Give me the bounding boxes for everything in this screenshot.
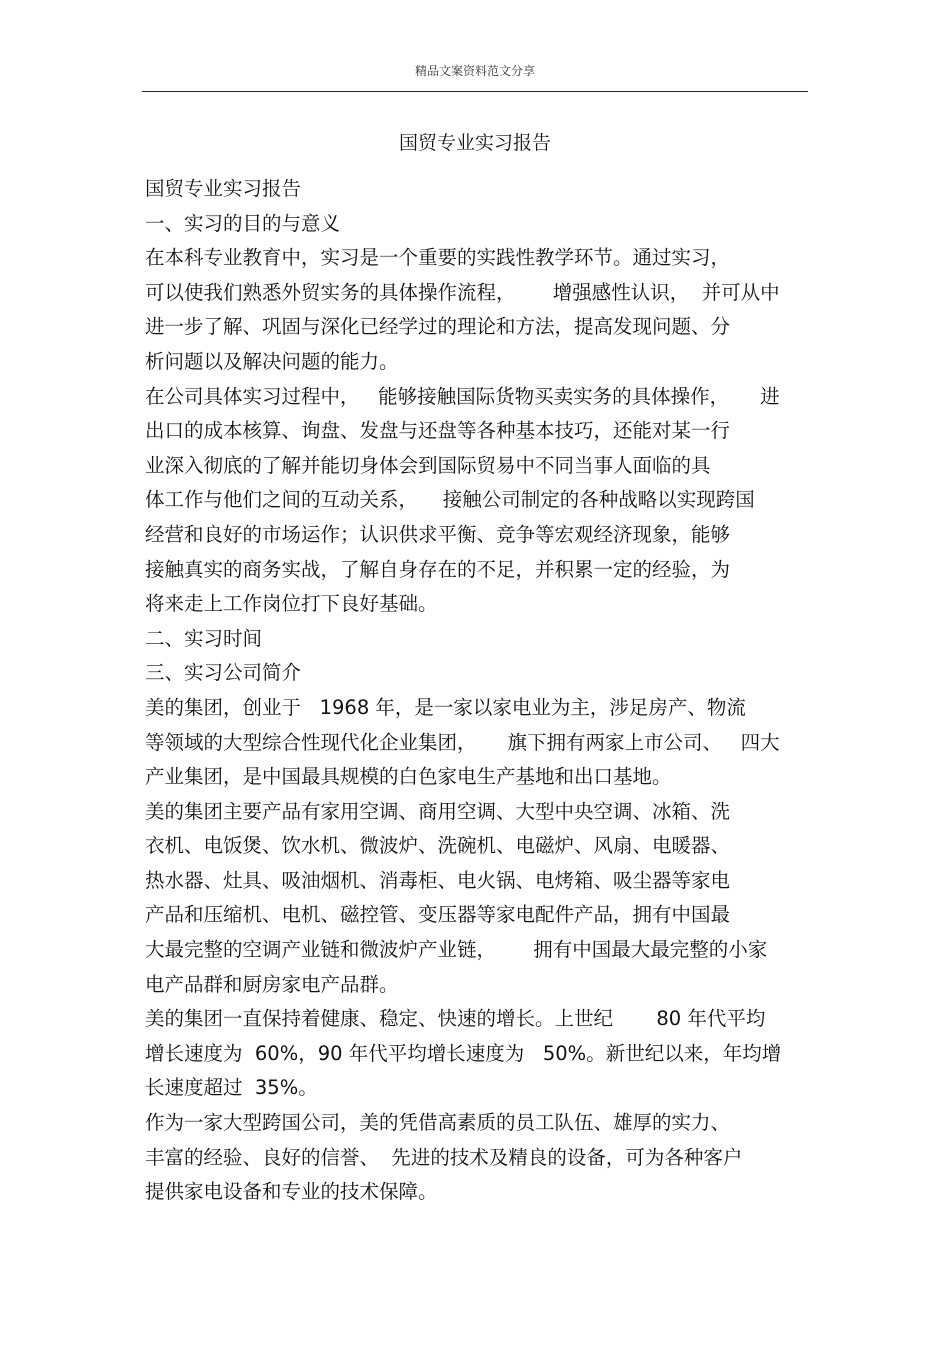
text-line: 经营和良好的市场运作；认识供求平衡、竞争等宏观经济现象，能够 xyxy=(145,522,731,546)
text-line: 业深入彻底的了解并能切身体会到国际贸易中不同当事人面临的具 xyxy=(145,453,711,477)
text-line: 丰富的经验、良好的信誉、 先进的技术及精良的设备，可为各种客户 xyxy=(145,1145,743,1169)
section-heading: 一、实习的目的与意义 xyxy=(145,211,341,235)
text-line: 体工作与他们之间的互动关系， 接触公司制定的各种战略以实现跨国 xyxy=(145,488,755,512)
text-line: 提供家电设备和专业的技术保障。 xyxy=(145,1180,438,1204)
text-line: 衣机、电饭煲、饮水机、微波炉、洗碗机、电磁炉、风扇、电暖器、 xyxy=(145,834,731,858)
page-header: 精品文案资料范文分享 xyxy=(414,64,535,78)
text-line: 大最完整的空调产业链和微波炉产业链， 拥有中国最大最完整的小家 xyxy=(145,938,768,962)
text-line: 美的集团，创业于 1968 年，是一家以家电业为主，涉足房产、物流 xyxy=(145,695,746,719)
text-line: 热水器、灶具、吸油烟机、消毒柜、电火锅、电烤箱、吸尘器等家电 xyxy=(145,868,731,892)
text-line: 将来走上工作岗位打下良好基础。 xyxy=(145,592,438,616)
text-line: 等领域的大型综合性现代化企业集团， 旗下拥有两家上市公司、 四大 xyxy=(145,730,780,754)
text-line: 美的集团主要产品有家用空调、商用空调、大型中央空调、冰箱、洗 xyxy=(145,799,731,823)
text-line: 析问题以及解决问题的能力。 xyxy=(145,349,399,373)
text-line: 进一步了解、巩固与深化已经学过的理论和方法，提高发现问题、分 xyxy=(145,315,731,339)
text-line: 出口的成本核算、询盘、发盘与还盘等各种基本技巧，还能对某一行 xyxy=(145,419,731,443)
section-heading: 三、实习公司简介 xyxy=(145,661,302,685)
section-heading: 二、实习时间 xyxy=(145,626,263,650)
text-line: 在本科专业教育中，实习是一个重要的实践性教学环节。通过实习， xyxy=(145,246,731,270)
document-title: 国贸专业实习报告 xyxy=(398,132,551,154)
header-divider xyxy=(142,91,808,92)
text-line: 国贸专业实习报告 xyxy=(145,177,302,200)
text-line: 可以使我们熟悉外贸实务的具体操作流程， 增强感性认识， 并可从中 xyxy=(145,280,780,304)
text-line: 产品和压缩机、电机、磁控管、变压器等家电配件产品，拥有中国最 xyxy=(145,903,731,927)
text-line: 产业集团，是中国最具规模的白色家电生产基地和出口基地。 xyxy=(145,765,672,789)
text-line: 长速度超过 35%。 xyxy=(145,1076,318,1100)
text-line: 在公司具体实习过程中， 能够接触国际货物买卖实务的具体操作， 进 xyxy=(145,384,780,408)
text-line: 接触真实的商务实战，了解自身存在的不足，并积累一定的经验，为 xyxy=(145,557,731,581)
text-line: 美的集团一直保持着健康、稳定、快速的增长。上世纪 80 年代平均 xyxy=(145,1007,766,1031)
document-body xyxy=(145,172,815,1210)
text-line: 电产品群和厨房家电产品群。 xyxy=(145,972,399,996)
text-line: 作为一家大型跨国公司，美的凭借高素质的员工队伍、雄厚的实力、 xyxy=(145,1111,731,1135)
text-line: 增长速度为 60%，90 年代平均增长速度为 50%。新世纪以来，年均增 xyxy=(145,1041,782,1065)
